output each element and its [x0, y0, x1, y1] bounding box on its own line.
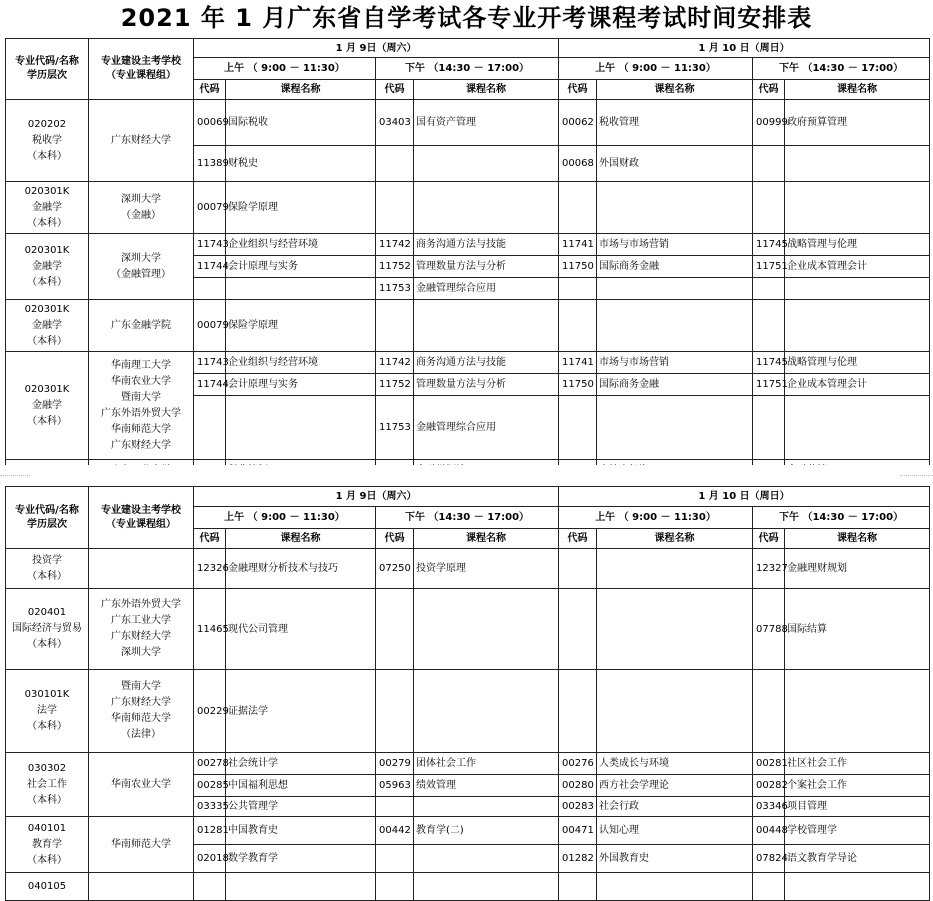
header-pm: 下午 （14:30 － 17:00）: [376, 507, 559, 529]
course-code: 01282: [559, 845, 597, 873]
major-line: （本科）: [27, 721, 67, 732]
course-code: [753, 396, 785, 460]
schedule-page-2: [5, 486, 929, 891]
course-code: [559, 396, 597, 460]
course-name: [785, 396, 930, 460]
school-line: 暨南大学: [121, 681, 161, 692]
course-name: 社区社会工作: [785, 753, 930, 775]
course-name: [785, 278, 930, 300]
course-code: 11744: [194, 256, 226, 278]
header-course: 课程名称: [414, 80, 559, 100]
course-name: 社会行政: [597, 797, 753, 817]
course-name: 政府预算管理: [785, 100, 930, 146]
course-code: 11751: [753, 256, 785, 278]
table-row: [6, 670, 930, 753]
schedule-table-1: [5, 38, 930, 482]
course-name: [597, 589, 753, 670]
course-code: [376, 589, 414, 670]
course-name: 商务沟通方法与技能: [414, 352, 559, 374]
major-line: 030302: [27, 762, 67, 774]
major-line: 030101K: [24, 689, 70, 700]
course-name: 保险学原理: [226, 182, 376, 234]
course-name: [414, 182, 559, 234]
major-cell: [6, 549, 89, 589]
header-school-line: 专业建设主考学校: [101, 56, 181, 67]
header-course: 课程名称: [597, 529, 753, 549]
school-cell: [89, 753, 194, 817]
major-cell: [6, 300, 89, 352]
major-line: 金融学: [32, 399, 62, 411]
major-line: （本科）: [27, 335, 67, 347]
course-code: 11753: [376, 396, 414, 460]
header-code: 代码: [753, 80, 785, 100]
course-code: 00068: [559, 146, 597, 182]
major-line: （本科）: [27, 570, 67, 582]
school-line: 广东财经大学: [111, 134, 171, 146]
course-code: [376, 797, 414, 817]
course-name: 个案社会工作: [785, 775, 930, 797]
course-name: 企业成本管理会计: [785, 374, 930, 396]
course-code: 11750: [559, 256, 597, 278]
major-line: （本科）: [27, 150, 67, 162]
course-code: 05963: [376, 775, 414, 797]
school-line: 深圳大学: [121, 647, 161, 658]
course-name: 公共管理学: [226, 797, 376, 817]
course-name: 企业组织与经营环境: [226, 234, 376, 256]
course-code: 00069: [194, 100, 226, 146]
course-code: 03346: [753, 797, 785, 817]
course-code: 02018: [194, 845, 226, 873]
course-name: 管理数量方法与分析: [414, 374, 559, 396]
major-line: 020301K: [24, 244, 70, 256]
course-code: 00471: [559, 817, 597, 845]
course-code: 11745: [753, 234, 785, 256]
major-line: （本科）: [27, 276, 67, 288]
course-code: 00079: [194, 182, 226, 234]
major-line: 税收学: [32, 134, 62, 146]
course-code: [194, 278, 226, 300]
header-code: 代码: [753, 529, 785, 549]
course-code: 00282: [753, 775, 785, 797]
course-code: 11752: [376, 256, 414, 278]
table-row: [6, 549, 930, 589]
course-name: 西方社会学理论: [597, 775, 753, 797]
table-body-2: [6, 487, 930, 901]
header-course: 课程名称: [785, 80, 930, 100]
course-name: 金融管理综合应用: [414, 278, 559, 300]
course-code: [376, 845, 414, 873]
course-name: [597, 873, 753, 901]
header-day2: 1 月 10 日（周日）: [559, 487, 930, 507]
header-day1: 1 月 9日（周六）: [194, 39, 559, 58]
header-course: 课程名称: [414, 529, 559, 549]
school-line: 华南农业大学: [111, 778, 171, 790]
school-line: 深圳大学: [121, 193, 161, 205]
major-line: 法学: [37, 705, 57, 716]
course-name: 战略管理与伦理: [785, 234, 930, 256]
major-line: （本科）: [27, 794, 67, 806]
course-name: 国有资产管理: [414, 100, 559, 146]
course-code: [376, 300, 414, 352]
school-cell: [89, 300, 194, 352]
course-code: 03335: [194, 797, 226, 817]
course-name: [226, 396, 376, 460]
course-name: 团体社会工作: [414, 753, 559, 775]
table-body-1: [6, 39, 930, 482]
header-school: [89, 39, 194, 100]
course-name: [414, 146, 559, 182]
course-name: [597, 670, 753, 753]
header-pm: 下午 （14:30 － 17:00）: [753, 58, 930, 80]
major-line: 040101: [27, 822, 67, 834]
header-code: 代码: [559, 80, 597, 100]
course-name: [785, 873, 930, 901]
course-name: 认知心理: [597, 817, 753, 845]
course-code: [559, 300, 597, 352]
course-code: [376, 670, 414, 753]
school-line: 广东外语外贸大学: [101, 407, 181, 419]
course-name: 国际商务金融: [597, 256, 753, 278]
course-code: 11753: [376, 278, 414, 300]
header-am: 上午 （ 9:00 － 11:30）: [194, 58, 376, 80]
course-code: [559, 873, 597, 901]
course-code: 00999: [753, 100, 785, 146]
course-name: [414, 845, 559, 873]
page-title: 2021 年 1 月广东省自学考试各专业开考课程考试时间安排表: [120, 4, 813, 32]
header-major: [6, 39, 89, 100]
major-cell: [6, 352, 89, 460]
course-name: 财税史: [226, 146, 376, 182]
course-name: 学校管理学: [785, 817, 930, 845]
course-code: 00079: [194, 300, 226, 352]
course-code: 00285: [194, 775, 226, 797]
major-line: 投资学: [32, 554, 62, 566]
course-name: 现代公司管理: [226, 589, 376, 670]
major-line: 金融学: [32, 260, 62, 272]
course-code: [753, 670, 785, 753]
course-code: 07250: [376, 549, 414, 589]
header-major-line: 学历层次: [27, 518, 67, 530]
header-code: 代码: [194, 529, 226, 549]
course-code: [753, 182, 785, 234]
school-line: 广东财经大学: [111, 439, 171, 451]
school-line: 广东财经大学: [111, 697, 171, 708]
course-code: [753, 300, 785, 352]
course-name: 税收管理: [597, 100, 753, 146]
header-major-line: 学历层次: [27, 70, 67, 81]
course-code: 00276: [559, 753, 597, 775]
major-cell: [6, 817, 89, 873]
course-code: 00283: [559, 797, 597, 817]
major-line: （本科）: [27, 217, 67, 229]
header-school-line: （专业课程组）: [106, 70, 176, 81]
major-line: 金融学: [32, 201, 62, 213]
course-code: 12327: [753, 549, 785, 589]
course-code: 11745: [753, 352, 785, 374]
header-am: 上午 （ 9:00 － 11:30）: [559, 507, 753, 529]
course-code: 11743: [194, 352, 226, 374]
header-code: 代码: [376, 529, 414, 549]
table-row: [6, 352, 930, 374]
course-code: 11751: [753, 374, 785, 396]
course-code: [559, 182, 597, 234]
school-line: 广东外语外贸大学: [101, 599, 181, 610]
course-code: 03403: [376, 100, 414, 146]
header-pm: 下午 （14:30 － 17:00）: [376, 58, 559, 80]
school-cell: [89, 182, 194, 234]
course-code: 11743: [194, 234, 226, 256]
course-name: 数学教育学: [226, 845, 376, 873]
course-name: [597, 396, 753, 460]
course-name: 金融理财分析技术与技巧: [226, 549, 376, 589]
course-code: [753, 873, 785, 901]
course-name: 保险学原理: [226, 300, 376, 352]
header-course: 课程名称: [785, 529, 930, 549]
table-row: [6, 873, 930, 901]
course-name: 商务沟通方法与技能: [414, 234, 559, 256]
course-name: 战略管理与伦理: [785, 352, 930, 374]
course-code: 00442: [376, 817, 414, 845]
school-line: （金融管理）: [111, 268, 171, 280]
course-name: 国际结算: [785, 589, 930, 670]
major-line: 020301K: [24, 383, 70, 395]
major-cell: [6, 670, 89, 753]
school-line: 广东金融学院: [111, 319, 171, 331]
course-code: 11742: [376, 234, 414, 256]
course-code: [194, 396, 226, 460]
course-code: 00448: [753, 817, 785, 845]
course-name: 管理数量方法与分析: [414, 256, 559, 278]
course-code: 12326: [194, 549, 226, 589]
course-name: 中国教育史: [226, 817, 376, 845]
school-line: 广东财经大学: [111, 631, 171, 642]
schedule-table-2: [5, 486, 930, 901]
course-code: 11750: [559, 374, 597, 396]
course-name: [785, 670, 930, 753]
course-code: 11752: [376, 374, 414, 396]
header-major-line: 专业代码/名称: [15, 56, 79, 67]
table-row: [6, 589, 930, 670]
course-code: [559, 278, 597, 300]
course-name: [414, 670, 559, 753]
school-line: （金融）: [121, 209, 161, 221]
course-code: 00280: [559, 775, 597, 797]
course-name: [226, 278, 376, 300]
course-code: 01281: [194, 817, 226, 845]
course-code: 11465: [194, 589, 226, 670]
course-name: 外国财政: [597, 146, 753, 182]
header-school: [89, 487, 194, 549]
school-cell: [89, 100, 194, 182]
course-name: 社会统计学: [226, 753, 376, 775]
header-am: 上午 （ 9:00 － 11:30）: [559, 58, 753, 80]
header-major-line: 专业代码/名称: [15, 504, 79, 516]
course-code: [376, 182, 414, 234]
school-line: （法律）: [121, 729, 161, 740]
course-code: [376, 873, 414, 901]
course-name: [414, 873, 559, 901]
header-day1: 1 月 9日（周六）: [194, 487, 559, 507]
school-line: 暨南大学: [121, 391, 161, 403]
course-name: 证据法学: [226, 670, 376, 753]
major-cell: [6, 589, 89, 670]
course-code: 00278: [194, 753, 226, 775]
course-code: 00062: [559, 100, 597, 146]
major-cell: [6, 873, 89, 901]
major-line: 020202: [27, 118, 67, 130]
course-name: 企业成本管理会计: [785, 256, 930, 278]
course-name: [597, 278, 753, 300]
course-name: [226, 873, 376, 901]
course-name: [414, 300, 559, 352]
course-name: 国际商务金融: [597, 374, 753, 396]
table-row: [6, 300, 930, 352]
school-cell: [89, 234, 194, 300]
table-row: [6, 817, 930, 845]
course-code: 11744: [194, 374, 226, 396]
major-line: 金融学: [32, 319, 62, 331]
school-cell: [89, 549, 194, 589]
course-code: [376, 146, 414, 182]
page-separator: [0, 465, 933, 485]
school-cell: [89, 352, 194, 460]
table-row: [6, 753, 930, 775]
course-code: [753, 278, 785, 300]
course-code: [559, 670, 597, 753]
header-code: 代码: [376, 80, 414, 100]
school-line: 华南理工大学: [111, 359, 171, 371]
course-name: 项目管理: [785, 797, 930, 817]
course-name: [414, 797, 559, 817]
major-line: （本科）: [27, 415, 67, 427]
header-major: [6, 487, 89, 549]
header-am: 上午 （ 9:00 － 11:30）: [194, 507, 376, 529]
major-line: 教育学: [32, 838, 62, 850]
major-cell: [6, 234, 89, 300]
major-line: （本科）: [27, 639, 67, 650]
course-name: 语文教育学导论: [785, 845, 930, 873]
header-course: 课程名称: [226, 529, 376, 549]
course-name: 金融管理综合应用: [414, 396, 559, 460]
course-code: 11389: [194, 146, 226, 182]
school-cell: [89, 873, 194, 901]
header-school-line: （专业课程组）: [106, 518, 176, 530]
course-code: [753, 146, 785, 182]
course-name: 市场与市场营销: [597, 234, 753, 256]
course-code: 00229: [194, 670, 226, 753]
header-pm: 下午 （14:30 － 17:00）: [753, 507, 930, 529]
school-line: 华南师范大学: [111, 713, 171, 724]
school-line: 华南师范大学: [111, 423, 171, 435]
school-line: 广东工业大学: [111, 615, 171, 626]
major-line: 020401: [27, 607, 67, 618]
header-school-line: 专业建设主考学校: [101, 504, 181, 516]
header-day2: 1 月 10 日（周日）: [559, 39, 930, 58]
course-name: 外国教育史: [597, 845, 753, 873]
major-line: 020301K: [24, 185, 70, 197]
course-name: [785, 182, 930, 234]
table-row: [6, 234, 930, 256]
course-name: 投资学原理: [414, 549, 559, 589]
course-name: [597, 549, 753, 589]
course-code: 11741: [559, 234, 597, 256]
course-name: [597, 300, 753, 352]
course-name: [414, 589, 559, 670]
course-name: 金融理财规划: [785, 549, 930, 589]
course-code: 00281: [753, 753, 785, 775]
course-code: [559, 589, 597, 670]
course-name: 教育学(二): [414, 817, 559, 845]
course-name: 人类成长与环境: [597, 753, 753, 775]
header-code: 代码: [559, 529, 597, 549]
table-row: [6, 182, 930, 234]
course-name: 中国福利思想: [226, 775, 376, 797]
course-name: [785, 146, 930, 182]
school-cell: [89, 817, 194, 873]
school-cell: [89, 589, 194, 670]
school-cell: [89, 670, 194, 753]
major-line: 020301K: [24, 303, 70, 315]
course-code: 00279: [376, 753, 414, 775]
major-cell: [6, 100, 89, 182]
header-course: 课程名称: [226, 80, 376, 100]
school-line: 华南师范大学: [111, 838, 171, 850]
major-line: 国际经济与贸易: [12, 623, 82, 634]
header-course: 课程名称: [597, 80, 753, 100]
course-name: [785, 300, 930, 352]
school-line: 深圳大学: [121, 252, 161, 264]
course-code: [194, 873, 226, 901]
course-name: [597, 182, 753, 234]
major-cell: [6, 753, 89, 817]
course-code: 11742: [376, 352, 414, 374]
course-name: 绩效管理: [414, 775, 559, 797]
major-cell: [6, 182, 89, 234]
school-line: 华南农业大学: [111, 375, 171, 387]
header-code: 代码: [194, 80, 226, 100]
table-row: [6, 100, 930, 146]
major-line: （本科）: [27, 854, 67, 866]
course-code: 11741: [559, 352, 597, 374]
course-name: 企业组织与经营环境: [226, 352, 376, 374]
schedule-page-1: [5, 38, 929, 464]
course-code: [559, 549, 597, 589]
course-name: 国际税收: [226, 100, 376, 146]
major-line: 040105: [27, 880, 67, 892]
course-code: 07824: [753, 845, 785, 873]
course-code: 07788: [753, 589, 785, 670]
course-name: 会计原理与实务: [226, 374, 376, 396]
course-name: 市场与市场营销: [597, 352, 753, 374]
course-name: 会计原理与实务: [226, 256, 376, 278]
major-line: 社会工作: [27, 778, 67, 790]
